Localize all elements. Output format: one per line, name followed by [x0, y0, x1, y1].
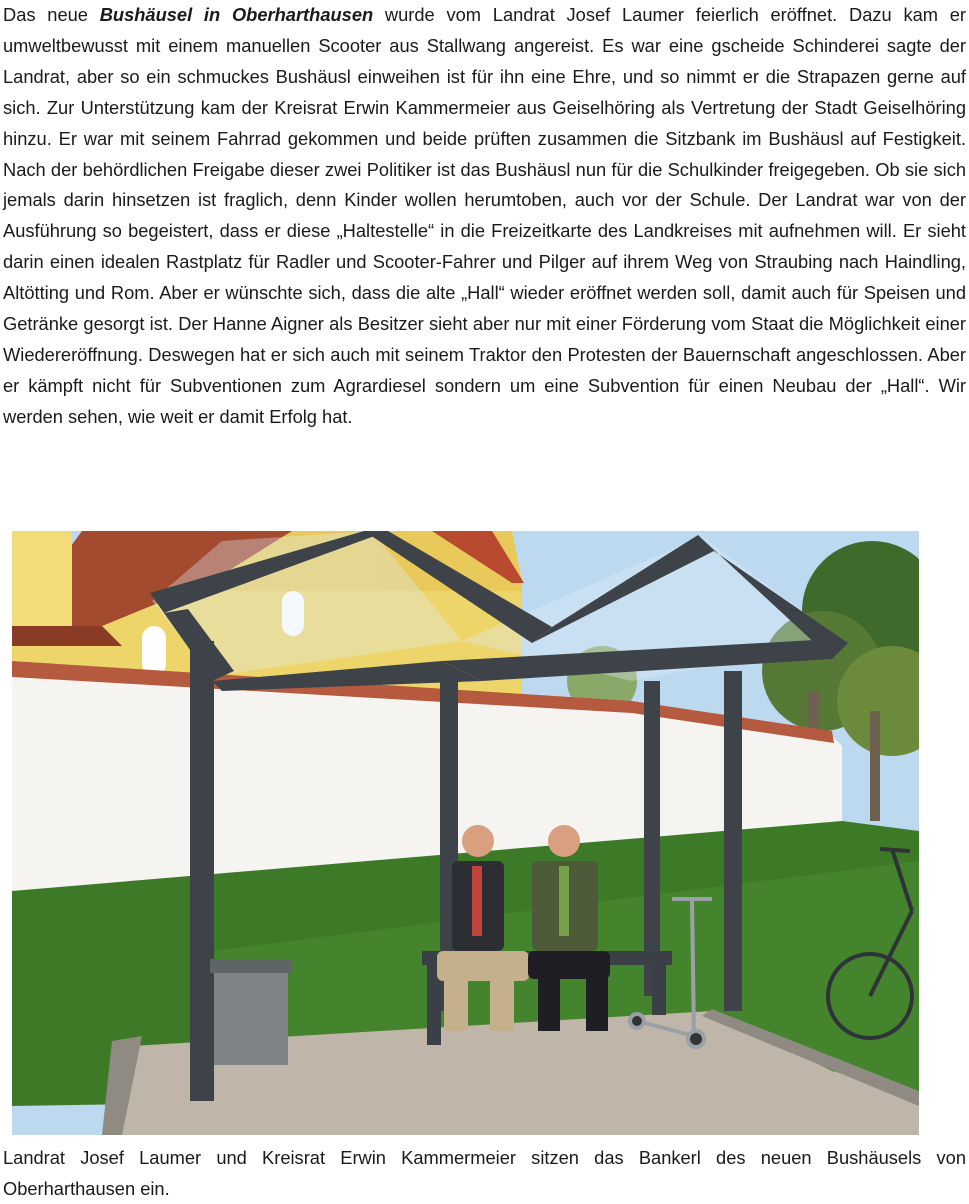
waste-bin	[210, 959, 292, 1065]
bus-shelter-illustration	[12, 531, 919, 1135]
article-intro: Das neue	[3, 4, 100, 25]
article-body: wurde vom Landrat Josef Laumer feierlich eröffnet. Dazu kam er umweltbewusst mit einem manuellen Scooter aus Stallwang angereist. Es war eine gscheide Schinderei sagte der Landrat, aber so ein schmuckes Bushäusl einweihen ist für ihn eine Ehre, und so nimmt er die Strapazen gerne auf sich. Zur Unterstützung kam der Kreisrat Erwin Kammermeier aus Geiselhöring als Vertretung der Stadt Geiselhöring hinzu. Er war mit seinem Fahrrad gekommen und beide prüften zusammen die Sitzbank im Bushäusl auf Festigkeit. Nach der behördlichen Freigabe dieser zwei Politiker ist das Bushäusl nun für die Schulkinder freigegeben. Ob sie sich jemals darin hinsetzen ist fraglich, denn Kinder wollen herumtoben, auch vor der Schule. Der Landrat war von der Ausführung so begeistert, dass er diese „Haltestelle“ in die Freizeitkarte des Landkreises mit aufnehmen will. Er sieht darin einen idealen Rastplatz für Radler und Scooter-Fahrer und Pilger auf ihrem Weg von Straubing nach Haindling, Altötting und Rom. Aber er wünschte sich, dass die alte „Hall“ wieder eröffnet werden soll, damit auch für Speisen und Getränke gesorgt ist. Der Hanne Aigner als Besitzer sieht aber nur mit einer Förderung vom Staat die Möglichkeit einer Wiedereröffnung. Deswegen hat er sich auch mit seinem Traktor den Protesten der Bauernschaft angeschlossen. Aber er kämpft nicht für Subventionen zum Agrardiesel sondern um eine Subvention für einen Neubau der „Hall“. Wir werden sehen, wie weit er damit Erfolg hat.	[3, 4, 967, 427]
bus-shelter-photo	[12, 531, 919, 1135]
photo-caption: Landrat Josef Laumer und Kreisrat Erwin Kammermeier sitzen das Bankerl des neuen Bushäusels von Oberharthausen ein.	[3, 1147, 966, 1199]
article-text	[3, 0, 966, 433]
article-highlight: Bushäusel in Oberharthausen	[99, 4, 374, 25]
